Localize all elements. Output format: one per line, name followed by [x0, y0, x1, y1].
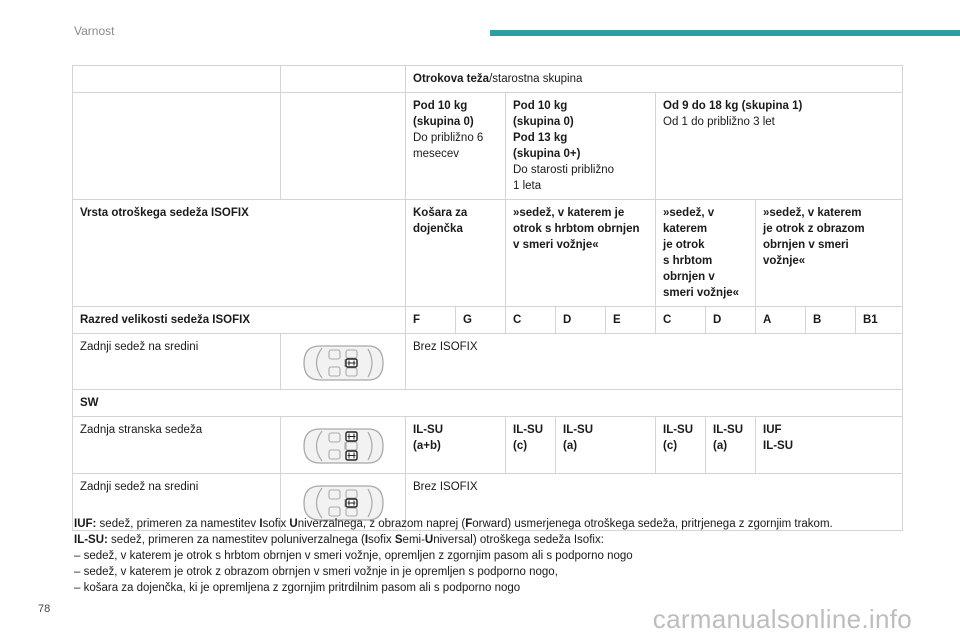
seat-type-infant-carrier [406, 200, 506, 307]
group-0plus-line: (skupina 0+) [513, 148, 581, 160]
text-line: je otrok z obrazom [763, 223, 865, 235]
car-rear-center-seat-icon [298, 342, 388, 384]
note-letter: S [394, 534, 403, 546]
seat-type-rear-facing-2 [656, 200, 756, 307]
note-text: sofix [262, 518, 290, 530]
note-text: niverzalnega, z obrazom naprej ( [297, 518, 466, 530]
text-line: IL-SU [413, 424, 444, 436]
text-line: IL-SU [763, 440, 794, 452]
group-0-desc: mesecev [413, 148, 460, 160]
table-row-sw [73, 390, 903, 417]
note-iuf [74, 516, 914, 532]
text-line: IL-SU [513, 424, 544, 436]
note-letter: F [465, 518, 473, 530]
rear-side-icon-cell [281, 417, 406, 474]
text-line: »sedež, v katerem je [513, 207, 625, 219]
group-1-line: Od 9 do 18 kg (skupina 1) [663, 100, 803, 112]
group-0plus-desc: 1 leta [513, 180, 542, 192]
size-class-cell: B1 [856, 307, 903, 334]
note-text: orward) usmerjenega otroškega sedeža, pritrjenega z zgornjim trakom. [472, 518, 833, 530]
note-text: sedež, primeren za namestitev [96, 518, 260, 530]
group-0-desc: Do približno 6 [413, 132, 484, 144]
note-letter: I [364, 534, 369, 546]
weight-header-bold: Otrokova teža [413, 73, 490, 85]
empty-cell [73, 66, 281, 93]
rear-center-label: Zadnji sedež na sredini [73, 334, 281, 390]
rear-center-icon-cell [281, 334, 406, 390]
note-ilsu [74, 532, 914, 548]
note-letter: U [424, 534, 434, 546]
group-0plus-line: Pod 13 kg [513, 132, 568, 144]
seat-type-rear-facing-1 [506, 200, 656, 307]
note-text: sedež, primeren za namestitev poluniverzalnega ( [107, 534, 365, 546]
text-line: obrnjen v smeri [763, 239, 849, 251]
size-class-cell: D [706, 307, 756, 334]
car-rear-side-seats-icon [298, 425, 388, 467]
text-line: Košara za [413, 207, 468, 219]
table-row-weight [73, 66, 903, 93]
rear-side-class-d-e [556, 417, 656, 474]
group-0plus-desc: Do starosti približno [513, 164, 614, 176]
size-class-cell: A [756, 307, 806, 334]
size-class-cell: C [506, 307, 556, 334]
rear-center-label: Zadnji sedež na sredini [73, 474, 281, 531]
text-line: s hrbtom [663, 255, 713, 267]
text-line: »sedež, v [663, 207, 715, 219]
rear-side-class-d2 [706, 417, 756, 474]
table-row-groups [73, 93, 903, 200]
text-line: dojenčka [413, 223, 463, 235]
note-key: IL-SU: [74, 534, 108, 546]
section-title: Varnost [74, 24, 115, 38]
note-item: – sedež, v katerem je otrok s hrbtom obrnjen v smeri vožnje, opremljen z zgornjim pasom ali s podporno nogo [74, 550, 633, 562]
size-class-cell: G [456, 307, 506, 334]
note-letter: U [289, 518, 298, 530]
table-row-rear-side [73, 417, 903, 474]
rear-side-infant-carrier [406, 417, 506, 474]
text-line: obrnjen v [663, 271, 715, 283]
text-line: IL-SU [663, 424, 694, 436]
size-class-cell: E [606, 307, 656, 334]
text-line: vožnje« [763, 255, 806, 267]
empty-cell [281, 93, 406, 200]
rear-center-value: Brez ISOFIX [406, 474, 903, 531]
empty-cell [73, 93, 281, 200]
note-key: IUF: [74, 518, 97, 530]
table-row-size-class [73, 307, 903, 334]
text-line: v smeri vožnje« [513, 239, 599, 251]
group-0plus-line: Pod 10 kg [513, 100, 568, 112]
group-0-line: (skupina 0) [413, 116, 474, 128]
rear-center-value: Brez ISOFIX [406, 334, 903, 390]
table-row-rear-center [73, 334, 903, 390]
weight-header [406, 66, 903, 93]
note-letter: I [259, 518, 263, 530]
text-line: smeri vožnje« [663, 287, 740, 299]
group-0 [406, 93, 506, 200]
watermark: carmanualsonline.info [652, 604, 912, 634]
note-item: – sedež, v katerem je otrok z obrazom obrnjen v smeri vožnje in je opremljen s podporno nogo, [74, 566, 558, 578]
text-line: je otrok [663, 239, 705, 251]
seat-type-forward-facing [756, 200, 903, 307]
text-line: (a) [713, 440, 728, 452]
group-0plus-line: (skupina 0) [513, 116, 574, 128]
sw-label: SW [73, 390, 903, 417]
header-accent-bar [490, 30, 960, 36]
text-line: IUF [763, 424, 782, 436]
size-class-cell: B [806, 307, 856, 334]
rear-side-class-c2 [656, 417, 706, 474]
size-class-cell: D [556, 307, 606, 334]
isofix-table [72, 65, 903, 531]
text-line: IL-SU [563, 424, 594, 436]
rear-side-forward-facing [756, 417, 903, 474]
note-text: sofix [368, 534, 395, 546]
size-class-cell: F [406, 307, 456, 334]
note-item: – košara za dojenčka, ki je opremljena z zgornjim pritrdilnim pasom ali s podporno nogo [74, 582, 521, 594]
note-text: niversal) otroškega sedeža Isofix: [433, 534, 604, 546]
rear-side-class-c [506, 417, 556, 474]
group-1 [656, 93, 903, 200]
text-line: (a) [563, 440, 578, 452]
rear-side-label: Zadnja stranska sedeža [73, 417, 281, 474]
weight-header-rest: /starostna skupina [489, 73, 583, 85]
text-line: katerem [663, 223, 708, 235]
group-0plus [506, 93, 656, 200]
text-line: »sedež, v katerem [763, 207, 862, 219]
text-line: (c) [513, 440, 528, 452]
size-class-label: Razred velikosti sedeža ISOFIX [73, 307, 406, 334]
text-line: (a+b) [413, 440, 441, 452]
text-line: (c) [663, 440, 678, 452]
empty-cell [281, 66, 406, 93]
seat-type-label: Vrsta otroškega sedeža ISOFIX [73, 200, 406, 307]
legend-notes [74, 516, 914, 596]
note-text: emi- [402, 534, 425, 546]
table-row-seat-type [73, 200, 903, 307]
page-number: 78 [38, 603, 51, 615]
group-1-desc: Od 1 do približno 3 let [663, 116, 775, 128]
text-line: IL-SU [713, 424, 744, 436]
text-line: otrok s hrbtom obrnjen [513, 223, 640, 235]
group-0-line: Pod 10 kg [413, 100, 468, 112]
size-class-cell: C [656, 307, 706, 334]
